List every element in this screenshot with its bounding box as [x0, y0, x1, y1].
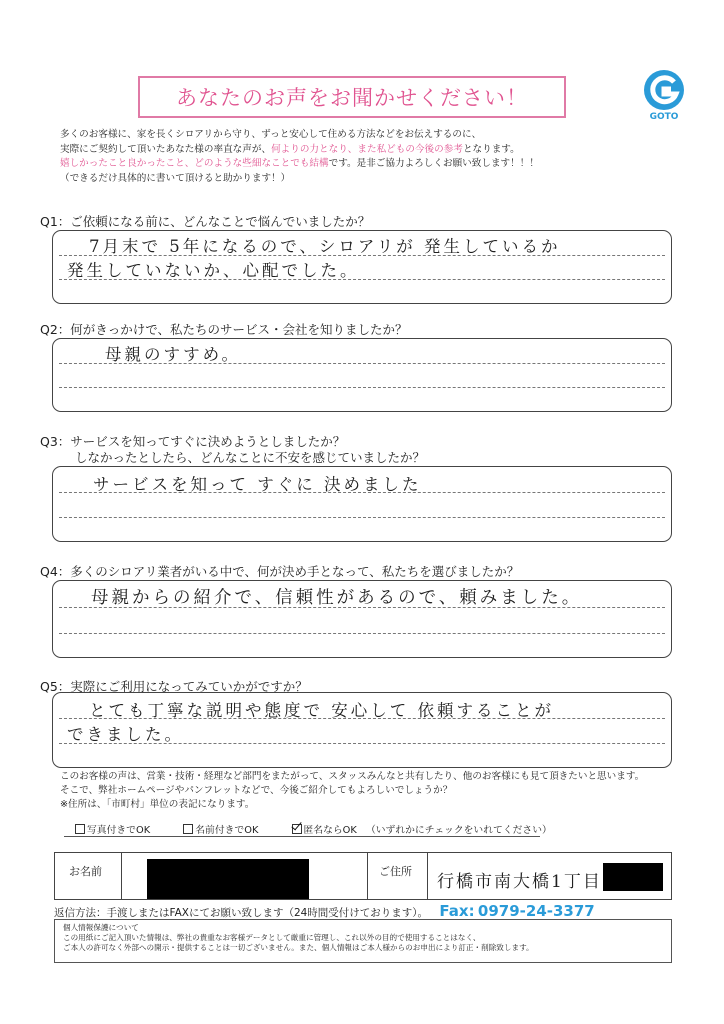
- checkbox-name[interactable]: [183, 824, 193, 834]
- privacy-line-1: この用紙にご記入頂いた情報は、弊社の貴重なお客様データとして厳重に管理し、これ以外の目的で使用することはなく、: [63, 933, 481, 943]
- name-label: お名前: [69, 865, 102, 878]
- question-3-answer-box[interactable]: [52, 466, 672, 542]
- intro-line-2b: となります。: [462, 143, 520, 155]
- question-4-label: Q4：多くのシロアリ業者がいる中で、何が決め手となって、私たちを選びましたか？: [40, 564, 520, 579]
- question-3-label-2: しなかったとしたら、どんなことに不安を感じていましたか？: [75, 450, 426, 465]
- notes-line-1: このお客様の声は、営業・技術・経理など部門をまたがって、スタッスみんなと共有したり、他のお客様にも見て頂きたいと思います。: [60, 771, 645, 782]
- table-divider: [121, 853, 122, 899]
- fax-number: 0979-24-3377: [477, 902, 595, 920]
- answer-2-line-1: 母親のすすめ。: [105, 345, 242, 364]
- customer-info-table: [54, 852, 672, 900]
- question-3-label: Q3：サービスを知ってすぐに決めようとしましたか？: [40, 434, 346, 449]
- question-1-answer-box[interactable]: [52, 230, 672, 304]
- answer-rule: [59, 517, 665, 518]
- reply-method-text: 返信方法：手渡しまたはFAXにてお願い致します（24時間受付けております）。: [54, 907, 429, 919]
- question-5-label: Q5：実際にご利用になってみていかがですか？: [40, 679, 308, 694]
- question-2-answer-box[interactable]: [52, 338, 672, 412]
- notes-line-3: ※住所は、「市町村」単位の表記になります。: [60, 798, 255, 810]
- consent-anonymous-label: 匿名ならOK: [303, 825, 357, 836]
- consent-underline: [64, 836, 540, 837]
- redacted-name: [147, 859, 309, 899]
- address-value: 行橋市南大橋1丁目: [437, 872, 602, 892]
- checkbox-photo[interactable]: [75, 824, 85, 834]
- answer-5-line-1: とても丁寧な説明や態度で 安心して 依頼することが: [89, 701, 554, 720]
- answer-1-line-2: 発生していないか、心配でした。: [67, 261, 360, 280]
- intro-highlight-2: 嬉しかったこと良かったこと、どのような些細なことでも結構: [60, 158, 329, 170]
- privacy-title: 個人情報保護について: [63, 923, 139, 932]
- intro-line-1: 多くのお客様に、家を長くシロアリから守り、ずっと安心して住める方法などをお伝えするのに、: [60, 129, 482, 140]
- answer-rule: [59, 387, 665, 388]
- answer-rule: [59, 633, 665, 634]
- usage-notes: [60, 770, 700, 811]
- consent-name-label: 名前付きでOK: [195, 825, 259, 836]
- form-title-box: [138, 76, 566, 118]
- table-divider: [367, 853, 368, 899]
- checkbox-anonymous-checked[interactable]: [292, 824, 302, 834]
- consent-name-option[interactable]: [183, 825, 258, 836]
- consent-hint: （いずれかにチェックをいれてください）: [365, 825, 552, 836]
- reply-method: [54, 902, 595, 920]
- logo-text: GOTO: [649, 112, 679, 122]
- question-1-label: Q1：ご依頼になる前に、どんなことで悩んでいましたか？: [40, 214, 371, 229]
- privacy-notice: [54, 919, 672, 963]
- privacy-line-2: ご本人の許可なく外部への開示・提供することは一切ございません。また、個人情報はご本人様からのお申出により訂正・削除致します。: [63, 943, 534, 953]
- answer-1-line-1: 7月末で 5年になるので、シロアリが 発生しているか: [89, 237, 561, 256]
- form-title: あなたのお声をお聞かせください！: [176, 86, 528, 110]
- table-divider: [427, 853, 428, 899]
- intro-line-4: （できるだけ具体的に書いて頂けると助かります！）: [60, 172, 291, 184]
- fax-label: Fax:: [439, 902, 475, 920]
- intro-line-2a: 実際にご契約して頂いたあなた様の率直な声が、: [60, 143, 272, 155]
- consent-photo-option[interactable]: [75, 825, 150, 836]
- consent-options: [75, 822, 552, 836]
- consent-anonymous-option[interactable]: [292, 825, 357, 836]
- answer-4-line-1: 母親からの紹介で、信頼性があるので、頼みました。: [91, 588, 583, 608]
- question-5-answer-box[interactable]: [52, 692, 672, 768]
- consent-photo-label: 写真付きでOK: [87, 825, 151, 836]
- intro-line-3b: です。是非ご協力よろしくお願い致します！！！: [328, 158, 539, 170]
- intro-line-2: [60, 143, 680, 158]
- notes-line-2: そこで、弊社ホームページやパンフレットなどで、今後ご紹介してもよろしいでしょうか？: [60, 784, 453, 796]
- answer-5-line-2: できました。: [67, 725, 184, 744]
- address-label: ご住所: [379, 865, 412, 878]
- intro-text: [60, 128, 680, 186]
- answer-3-line-1: サービスを知って すぐに 決めました: [93, 475, 422, 494]
- goto-logo-icon: [640, 68, 688, 112]
- redacted-address: [603, 863, 663, 891]
- question-4-answer-box[interactable]: [52, 580, 672, 658]
- question-2-label: Q2：何がきっかけで、私たちのサービス・会社を知りましたか？: [40, 322, 408, 337]
- company-logo: [640, 68, 688, 128]
- intro-highlight-1: 何よりの力となり、また私どもの今後の参考: [271, 143, 463, 155]
- intro-line-3: [60, 157, 680, 172]
